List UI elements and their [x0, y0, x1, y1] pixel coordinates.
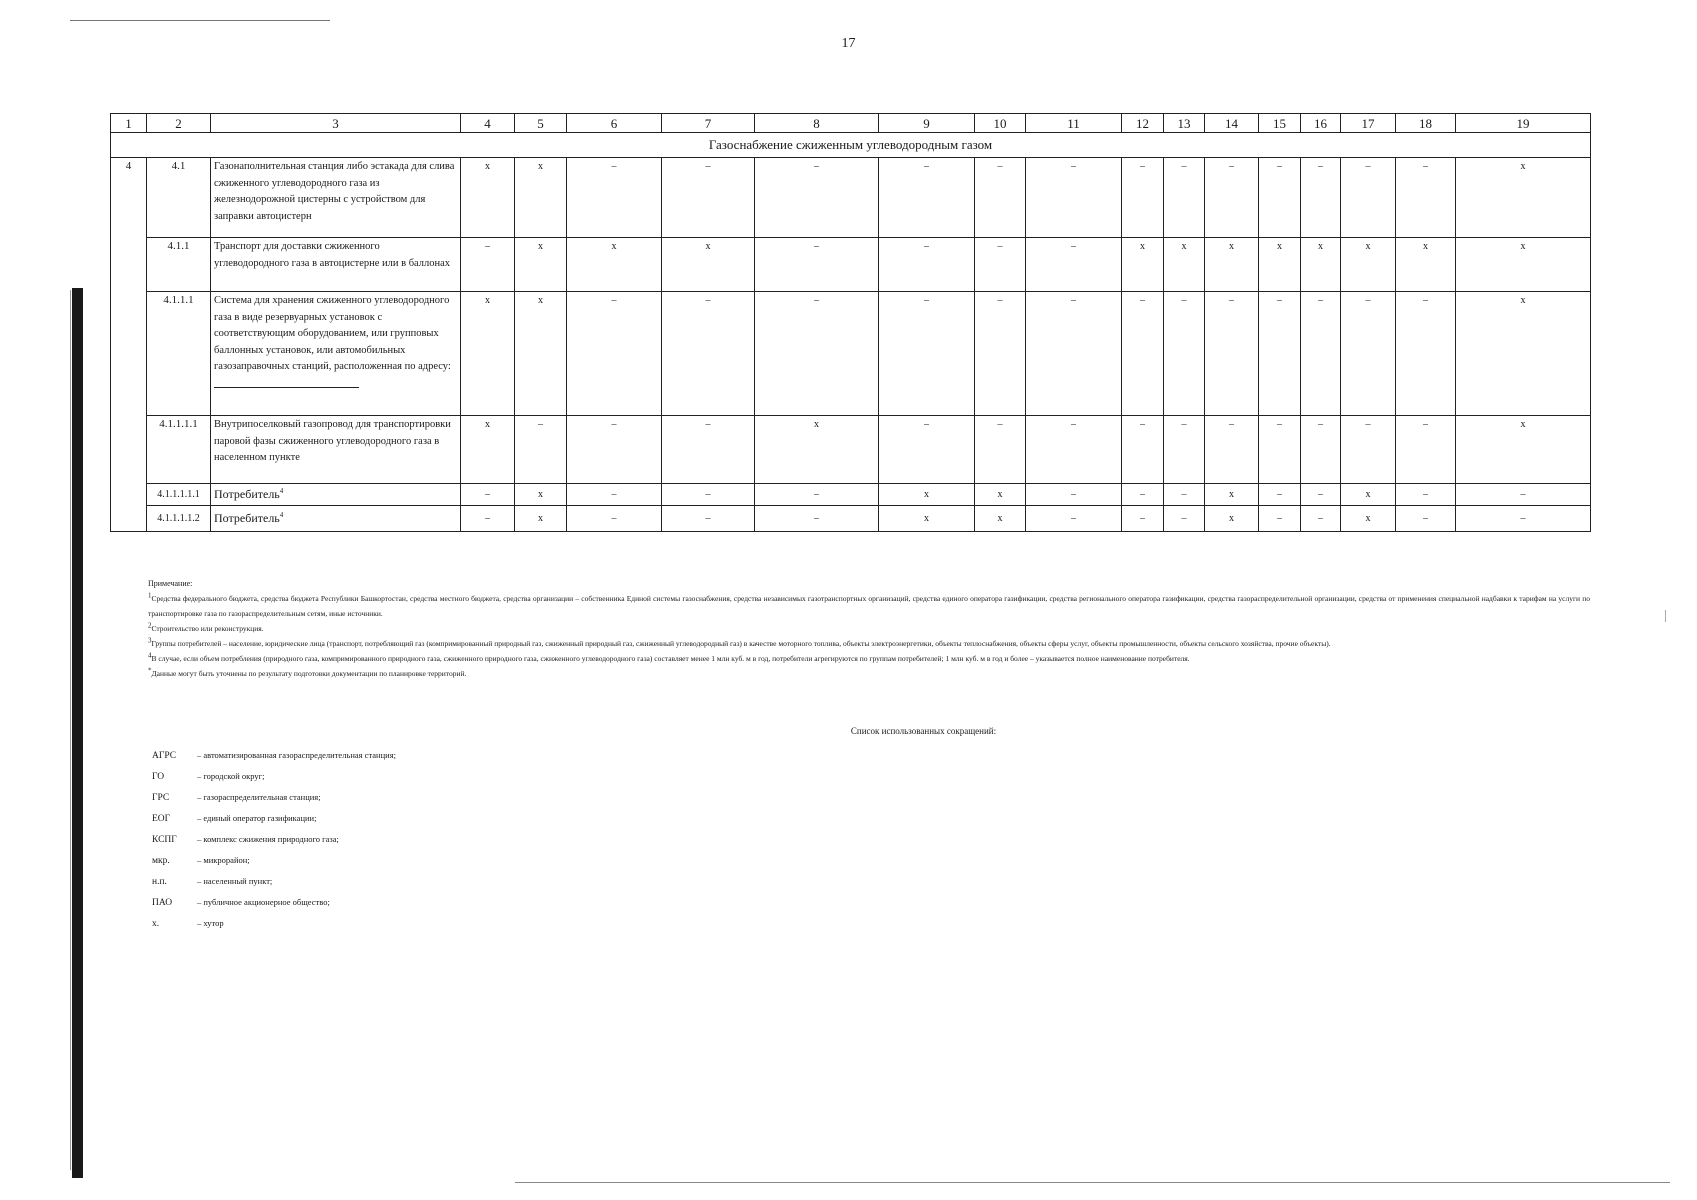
abbreviation-meaning: – населенный пункт; — [197, 876, 273, 886]
notes-block — [148, 576, 1590, 681]
note-text: В случае, если объем потребления (природного газа, компримированного природного газа, сжиженного природного газа, сжиженного углеводородного газа) составляет менее 1 млн куб. м в год, потребители агрегируются по группам потребителей; 1 млн куб. м в год и более – указывается полное наименование потребителя. — [151, 654, 1190, 663]
cell-mark: – — [1456, 484, 1591, 506]
cell-mark: – — [515, 416, 567, 484]
column-number: 11 — [1026, 114, 1122, 133]
table-body — [111, 114, 1591, 532]
abbreviation-row — [152, 913, 396, 934]
abbreviation-meaning: – автоматизированная газораспределительная станция; — [197, 750, 396, 760]
abbreviation-row — [152, 745, 396, 766]
cell-mark: – — [975, 238, 1026, 292]
abbreviation-meaning: – микрорайон; — [197, 855, 250, 865]
row-name-text: Транспорт для доставки сжиженного углеводородного газа в автоцистерне или в баллонах — [214, 241, 451, 269]
column-number: 13 — [1164, 114, 1205, 133]
note-item — [148, 666, 1590, 681]
cell-mark: – — [1205, 158, 1259, 238]
column-number: 16 — [1301, 114, 1341, 133]
column-number: 18 — [1396, 114, 1456, 133]
cell-mark: – — [975, 292, 1026, 416]
group-number: 4 — [111, 158, 147, 532]
cell-mark: x — [461, 158, 515, 238]
abbreviation-row — [152, 808, 396, 829]
table-row — [111, 416, 1591, 484]
cell-mark: – — [755, 292, 879, 416]
column-number: 1 — [111, 114, 147, 133]
row-name-text: Система для хранения сжиженного углеводородного газа в виде резервуарных установок с соответствующим оборудованием, или групповых баллонных установок, или автомобильных газозаправочных станций, расположенная по адресу: — [214, 295, 451, 372]
cell-mark: – — [1301, 416, 1341, 484]
note-item — [148, 591, 1590, 621]
abbreviation-meaning: – комплекс сжижения природного газа; — [197, 834, 339, 844]
cell-mark: – — [755, 484, 879, 506]
cell-mark: – — [1341, 158, 1396, 238]
abbreviations-title — [0, 726, 1697, 736]
cell-mark: – — [1164, 158, 1205, 238]
note-text: Строительство или реконструкция. — [151, 624, 264, 633]
column-number: 12 — [1122, 114, 1164, 133]
cell-mark: – — [1341, 292, 1396, 416]
cell-mark: x — [515, 506, 567, 532]
row-code: 4.1.1 — [147, 238, 211, 292]
cell-mark: x — [1456, 238, 1591, 292]
column-number: 17 — [1341, 114, 1396, 133]
row-code: 4.1 — [147, 158, 211, 238]
cell-mark: – — [1259, 292, 1301, 416]
header-row — [111, 114, 1591, 133]
cell-mark: x — [1341, 506, 1396, 532]
cell-mark: – — [1396, 292, 1456, 416]
cell-mark: x — [1164, 238, 1205, 292]
abbreviation-meaning: – публичное акционерное общество; — [197, 897, 330, 907]
cell-mark: – — [461, 506, 515, 532]
column-number: 3 — [211, 114, 461, 133]
row-code: 4.1.1.1 — [147, 292, 211, 416]
abbreviation-key: КСПГ — [152, 835, 177, 845]
cell-mark: x — [1456, 416, 1591, 484]
cell-mark: x — [515, 158, 567, 238]
row-name — [211, 238, 461, 292]
note-mark: 4 — [148, 651, 152, 660]
column-number: 19 — [1456, 114, 1591, 133]
note-mark: * — [148, 666, 152, 675]
column-number: 7 — [662, 114, 755, 133]
cell-mark: – — [1026, 292, 1122, 416]
page-number: 17 — [841, 36, 856, 51]
row-name — [211, 292, 461, 416]
cell-mark: x — [975, 506, 1026, 532]
table-row — [111, 292, 1591, 416]
abbreviation-key: н.п. — [152, 877, 167, 887]
cell-mark: – — [975, 416, 1026, 484]
abbreviation-key: х. — [152, 919, 160, 929]
cell-mark: – — [1026, 484, 1122, 506]
column-number: 10 — [975, 114, 1026, 133]
section-row — [111, 133, 1591, 158]
bottom-rule — [515, 1182, 1670, 1183]
cell-mark: x — [1341, 484, 1396, 506]
address-blank-line — [214, 376, 359, 388]
cell-mark: – — [1301, 506, 1341, 532]
abbreviation-row — [152, 850, 396, 871]
row-name-text: Потребитель — [214, 511, 280, 526]
cell-mark: – — [1301, 158, 1341, 238]
cell-mark: – — [1164, 292, 1205, 416]
note-text: Данные могут быть уточнены по результату подготовки документации по планировке территорий. — [151, 669, 467, 678]
cell-mark: x — [975, 484, 1026, 506]
cell-mark: x — [1301, 238, 1341, 292]
cell-mark: – — [1164, 416, 1205, 484]
footnote-mark: 4 — [279, 511, 284, 520]
cell-mark: – — [1122, 484, 1164, 506]
row-code: 4.1.1.1.1.2 — [147, 506, 211, 532]
cell-mark: – — [1026, 506, 1122, 532]
cell-mark: x — [1456, 158, 1591, 238]
cell-mark: – — [1026, 416, 1122, 484]
cell-mark: – — [975, 158, 1026, 238]
cell-mark: – — [662, 292, 755, 416]
cell-mark: – — [567, 158, 662, 238]
table-row — [111, 238, 1591, 292]
cell-mark: – — [1396, 158, 1456, 238]
notes-list — [148, 591, 1590, 681]
row-name-text: Потребитель — [214, 487, 280, 502]
cell-mark: – — [1396, 484, 1456, 506]
cell-mark: – — [755, 506, 879, 532]
abbreviation-row — [152, 829, 396, 850]
cell-mark: – — [567, 506, 662, 532]
cell-mark: – — [1122, 292, 1164, 416]
abbreviation-key: ГРС — [152, 793, 170, 803]
cell-mark: x — [1259, 238, 1301, 292]
footnote-mark: 4 — [279, 487, 284, 496]
cell-mark: x — [567, 238, 662, 292]
note-mark: 3 — [148, 636, 152, 645]
cell-mark: x — [755, 416, 879, 484]
cell-mark: x — [1456, 292, 1591, 416]
abbreviation-meaning: – газораспределительная станция; — [197, 792, 321, 802]
abbreviation-row — [152, 787, 396, 808]
abbreviations-list — [152, 745, 396, 934]
cell-mark: – — [1396, 506, 1456, 532]
cell-mark: – — [1456, 506, 1591, 532]
cell-mark: x — [1122, 238, 1164, 292]
cell-mark: x — [1341, 238, 1396, 292]
cell-mark: – — [567, 416, 662, 484]
column-number: 4 — [461, 114, 515, 133]
abbreviation-key: ПАО — [152, 898, 173, 908]
column-number: 8 — [755, 114, 879, 133]
note-item — [148, 621, 1590, 636]
cell-mark: x — [515, 238, 567, 292]
cell-mark: – — [1396, 416, 1456, 484]
cell-mark: – — [567, 484, 662, 506]
cell-mark: – — [755, 238, 879, 292]
cell-mark: – — [755, 158, 879, 238]
row-code: 4.1.1.1.1.1 — [147, 484, 211, 506]
column-number: 2 — [147, 114, 211, 133]
cell-mark: – — [1026, 238, 1122, 292]
cell-mark: – — [1259, 158, 1301, 238]
cell-mark: x — [1205, 484, 1259, 506]
abbreviation-meaning: – городской округ; — [197, 771, 265, 781]
cell-mark: – — [879, 292, 975, 416]
cell-mark: – — [1164, 506, 1205, 532]
cell-mark: – — [1259, 506, 1301, 532]
abbreviation-key: ЕОГ — [152, 814, 171, 824]
abbreviation-meaning: – хутор — [197, 918, 224, 928]
row-name-text: Внутрипоселковый газопровод для транспортировки паровой фазы сжиженного углеводородного газа в населенном пункте — [214, 419, 451, 463]
row-name — [211, 416, 461, 484]
table-row — [111, 506, 1591, 532]
cell-mark: – — [1122, 506, 1164, 532]
cell-mark: – — [1122, 158, 1164, 238]
gas-supply-table — [110, 113, 1591, 532]
cell-mark: – — [1026, 158, 1122, 238]
cell-mark: x — [1396, 238, 1456, 292]
cell-mark: – — [1301, 292, 1341, 416]
column-number: 15 — [1259, 114, 1301, 133]
cell-mark: – — [662, 506, 755, 532]
top-rule — [70, 20, 330, 21]
column-number: 6 — [567, 114, 662, 133]
row-name — [211, 484, 461, 506]
cell-mark: x — [879, 484, 975, 506]
scan-mark — [1665, 610, 1666, 622]
cell-mark: x — [461, 416, 515, 484]
cell-mark: – — [1341, 416, 1396, 484]
cell-mark: x — [461, 292, 515, 416]
cell-mark: – — [662, 158, 755, 238]
table-row — [111, 484, 1591, 506]
note-mark: 1 — [148, 591, 152, 600]
row-name-text: Газонаполнительная станция либо эстакада для слива сжиженного углеводородного газа из железнодорожной цистерны с устройством для заправки автоцистерн — [214, 161, 455, 222]
cell-mark: – — [1259, 484, 1301, 506]
cell-mark: – — [1122, 416, 1164, 484]
cell-mark: x — [879, 506, 975, 532]
section-title: Газоснабжение сжиженным углеводородным газом — [111, 133, 1591, 158]
abbreviation-key: АГРС — [152, 751, 177, 761]
cell-mark: x — [515, 484, 567, 506]
row-name — [211, 158, 461, 238]
cell-mark: x — [662, 238, 755, 292]
abbreviations-title-text: Список использованных сокращений: — [850, 726, 997, 736]
abbreviation-key: ГО — [152, 772, 165, 782]
cell-mark: x — [515, 292, 567, 416]
cell-mark: – — [879, 158, 975, 238]
column-number: 5 — [515, 114, 567, 133]
cell-mark: – — [1205, 416, 1259, 484]
row-name — [211, 506, 461, 532]
abbreviation-row — [152, 871, 396, 892]
cell-mark: – — [879, 238, 975, 292]
abbreviation-meaning: – единый оператор газификации; — [197, 813, 317, 823]
note-mark: 2 — [148, 621, 152, 630]
abbreviation-row — [152, 766, 396, 787]
column-number: 14 — [1205, 114, 1259, 133]
cell-mark: – — [662, 484, 755, 506]
note-text: Средства федерального бюджета, средства бюджета Республики Башкортостан, средства местного бюджета, средства организации – собственника Единой системы газоснабжения, средства независимых газотранспортных организаций, средства единого оператора газификации, средства регионального оператора газификации, средства газораспределительной организации, средства от применения специальной надбавки к тарифам на услуги по транспортировке газа по газораспределительным сетям, иные источники. — [148, 594, 1590, 618]
abbreviation-key: мкр. — [152, 856, 170, 866]
cell-mark: – — [1301, 484, 1341, 506]
notes-title: Примечание: — [148, 579, 193, 588]
cell-mark: – — [567, 292, 662, 416]
note-text: Группы потребителей – население, юридические лица (транспорт, потребляющий газ (компримированный природный газ, сжиженный природный газ, сжиженный углеводородный газ) в качестве моторного топлива, объекты электроэнергетики, объекты теплоснабжения, объекты сферы услуг, объекты промышленности, объекты сельского хозяйства, прочие объекты). — [151, 639, 1331, 648]
table-row — [111, 158, 1591, 238]
cell-mark: – — [461, 484, 515, 506]
note-item — [148, 636, 1590, 651]
abbreviation-row — [152, 892, 396, 913]
row-code: 4.1.1.1.1 — [147, 416, 211, 484]
column-number: 9 — [879, 114, 975, 133]
cell-mark: – — [879, 416, 975, 484]
cell-mark: x — [1205, 506, 1259, 532]
cell-mark: – — [1259, 416, 1301, 484]
cell-mark: – — [461, 238, 515, 292]
note-item — [148, 651, 1590, 666]
cell-mark: x — [1205, 238, 1259, 292]
cell-mark: – — [662, 416, 755, 484]
cell-mark: – — [1164, 484, 1205, 506]
cell-mark: – — [1205, 292, 1259, 416]
